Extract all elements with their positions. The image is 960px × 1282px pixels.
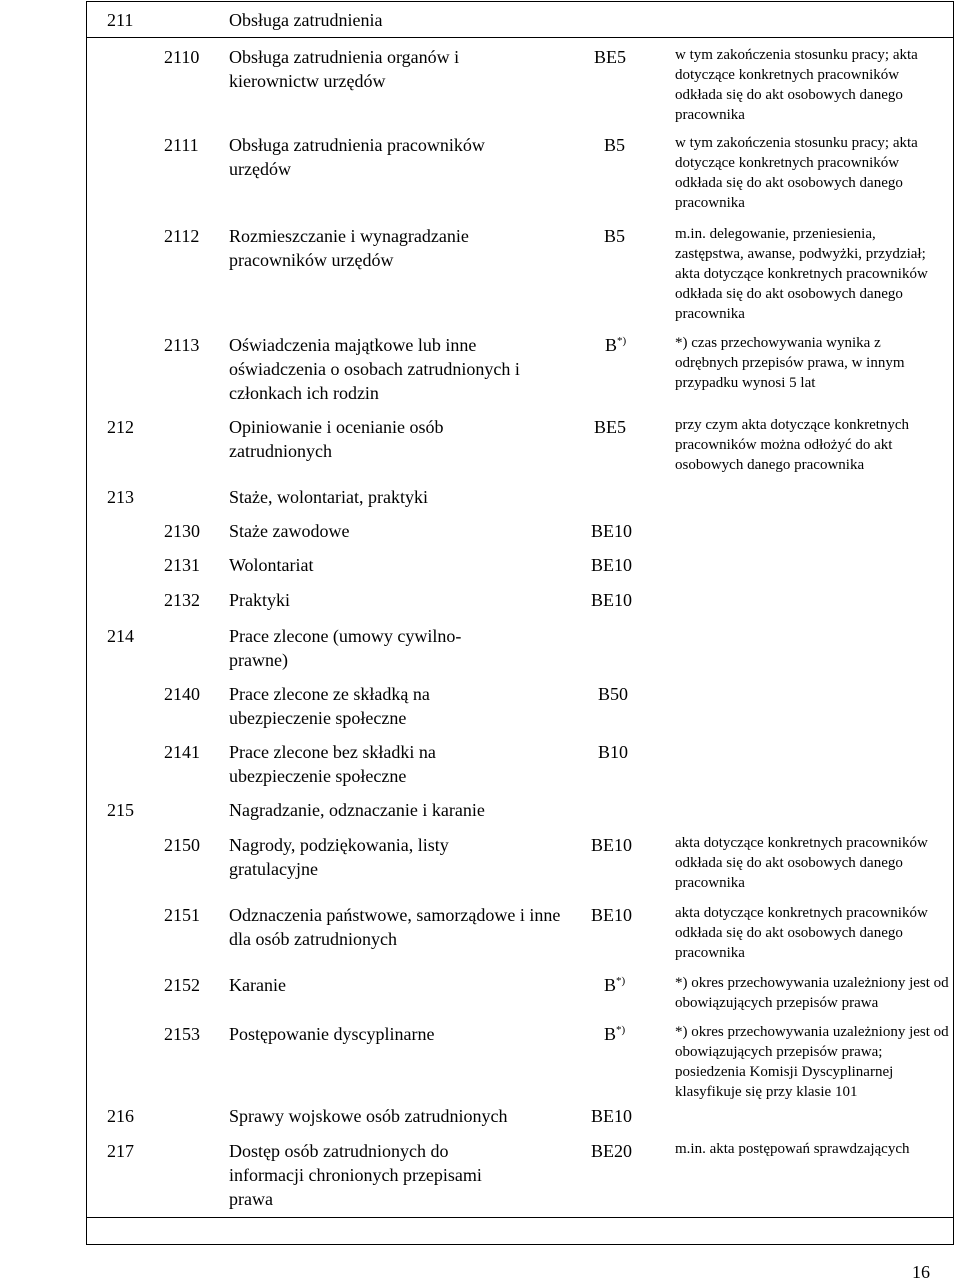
category-value: B50 [598, 684, 629, 704]
bottom-divider [86, 1217, 954, 1218]
row-title: Sprawy wojskowe osób zatrudnionych [229, 1106, 508, 1126]
row-title: Rozmieszczanie i wynagradzanie pracowników urzędów [229, 226, 469, 270]
row-title: Prace zlecone (umowy cywilno-prawne) [229, 626, 462, 670]
row-title: Nagradzanie, odznaczanie i karanie [229, 800, 485, 820]
row-title: Postępowanie dyscyplinarne [229, 1024, 435, 1044]
row-note: *) czas przechowywania wynika z odrębnych przepisów prawa, w innym przypadku wynosi 5 lat [675, 335, 905, 391]
row-title: Odznaczenia państwowe, samorządowe i inne dla osób zatrudnionych [229, 905, 561, 949]
row-code: 212 [107, 417, 134, 437]
category-value: B5 [604, 135, 626, 155]
row-category [604, 133, 625, 157]
footnote-mark: *) [616, 1024, 626, 1036]
row-code: 2151 [164, 905, 200, 925]
row-category [591, 519, 632, 543]
category-value: BE20 [591, 1141, 633, 1161]
row-title: Prace zlecone bez składki na ubezpieczenie społeczne [229, 742, 436, 786]
row-code: 215 [107, 800, 134, 820]
row-code: 2111 [164, 135, 199, 155]
category-value: BE10 [591, 555, 633, 575]
row-code: 214 [107, 626, 134, 646]
header-divider [86, 37, 954, 38]
row-title: Praktyki [229, 590, 290, 610]
row-note: *) okres przechowywania uzależniony jest od obowiązujących przepisów prawa [675, 975, 949, 1011]
row-category [591, 903, 632, 927]
row-note: akta dotyczące konkretnych pracowników odkłada się do akt osobowych danego pracownika [675, 905, 928, 961]
row-category [594, 415, 626, 439]
row-code: 2140 [164, 684, 200, 704]
category-value: B5 [604, 226, 626, 246]
row-note: akta dotyczące konkretnych pracowników odkłada się do akt osobowych danego pracownika [675, 835, 928, 891]
row-category [604, 973, 625, 997]
row-note: *) okres przechowywania uzależniony jest od obowiązujących przepisów prawa; posiedzenia Komisji Dyscyplinarnej klasyfikuje się przy klasie 101 [675, 1024, 949, 1100]
category-value: BE10 [591, 835, 633, 855]
row-category [591, 833, 632, 857]
row-title: Wolontariat [229, 555, 314, 575]
category-value: BE10 [591, 905, 633, 925]
category-value: B10 [598, 742, 629, 762]
category-value: BE5 [594, 417, 627, 437]
row-note: w tym zakończenia stosunku pracy; akta dotyczące konkretnych pracowników odkłada się do akt osobowych danego pracownika [675, 47, 918, 123]
category-value: BE10 [591, 1106, 633, 1126]
row-category [604, 224, 625, 248]
row-code: 2110 [164, 47, 200, 67]
row-category [604, 1022, 625, 1046]
row-code: 2152 [164, 975, 200, 995]
row-category [591, 1139, 632, 1163]
row-code: 2112 [164, 226, 200, 246]
row-title: Karanie [229, 975, 286, 995]
row-code: 2132 [164, 590, 200, 610]
row-title: Opiniowanie i ocenianie osób zatrudnionych [229, 417, 444, 461]
row-code: 2113 [164, 335, 200, 355]
row-title: Dostęp osób zatrudnionych do informacji chronionych przepisami prawa [229, 1141, 482, 1209]
row-code: 216 [107, 1106, 134, 1126]
row-note: w tym zakończenia stosunku pracy; akta dotyczące konkretnych pracowników odkłada się do akt osobowych danego pracownika [675, 135, 918, 211]
category-value: B [604, 975, 617, 995]
row-code: 2131 [164, 555, 200, 575]
row-code: 2141 [164, 742, 200, 762]
row-category [605, 333, 626, 357]
footnote-mark: *) [616, 975, 626, 987]
row-title: Obsługa zatrudnienia pracowników urzędów [229, 135, 485, 179]
row-category [598, 682, 628, 706]
category-value: BE10 [591, 521, 633, 541]
row-category [591, 1104, 632, 1128]
row-code: 2153 [164, 1024, 200, 1044]
row-title: Staże, wolontariat, praktyki [229, 487, 428, 507]
row-code: 213 [107, 487, 134, 507]
row-category [591, 553, 632, 577]
row-code: 2130 [164, 521, 200, 541]
page-number: 16 [912, 1262, 930, 1282]
category-value: B [604, 1024, 617, 1044]
row-category [591, 588, 632, 612]
row-title: Obsługa zatrudnienia organów i kierownictw urzędów [229, 47, 460, 91]
row-title: Prace zlecone ze składką na ubezpieczenie społeczne [229, 684, 430, 728]
row-category [598, 740, 628, 764]
row-title: Oświadczenia majątkowe lub inne oświadczenia o osobach zatrudnionych i członkach ich rodzin [229, 335, 520, 403]
row-note: m.in. akta postępowań sprawdzających [675, 1141, 910, 1157]
footnote-mark: *) [617, 335, 627, 347]
row-category [594, 45, 626, 69]
category-value: B [605, 335, 618, 355]
row-code: 2150 [164, 835, 200, 855]
row-note: m.in. delegowanie, przeniesienia, zastępstwa, awanse, podwyżki, przydział; akta dotyczące konkretnych pracowników odkłada się do akt osobowych danego pracownika [675, 226, 928, 322]
row-note: przy czym akta dotyczące konkretnych pracowników można odłożyć do akt osobowych danego pracownika [675, 417, 910, 473]
row-code: 211 [107, 10, 134, 30]
row-title: Obsługa zatrudnienia [229, 10, 383, 30]
row-title: Staże zawodowe [229, 521, 350, 541]
category-value: BE10 [591, 590, 633, 610]
row-title: Nagrody, podziękowania, listy gratulacyjne [229, 835, 449, 879]
category-value: BE5 [594, 47, 627, 67]
row-code: 217 [107, 1141, 134, 1161]
